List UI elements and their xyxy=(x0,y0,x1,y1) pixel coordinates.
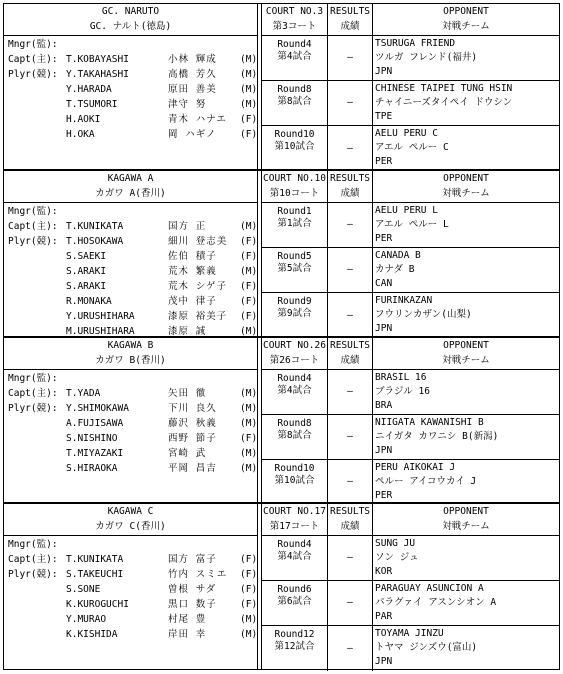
player-name-romaji: S.ARAKI xyxy=(66,266,107,277)
player-name-japanese: 矢田 徹 xyxy=(168,388,207,399)
player-name-romaji: S.ARAKI xyxy=(66,281,107,292)
player-name-japanese: 荒木 シゲ子 xyxy=(168,281,228,292)
opponent-name-en: TOYAMA JINZU xyxy=(375,628,444,639)
team-name-en: KAGAWA B xyxy=(107,340,154,351)
player-name-romaji: S.TAKEUCHI xyxy=(66,569,124,580)
player-name-romaji: A.FUJISAWA xyxy=(66,418,124,429)
player-row xyxy=(8,431,256,446)
game-label: 第10試合 xyxy=(274,141,315,152)
opponent-name-en: PERU AIKOKAI J xyxy=(375,462,456,473)
player-role: Mngr(監): xyxy=(8,373,58,384)
opponent-cell xyxy=(375,248,557,293)
player-name-japanese: 西野 節子 xyxy=(168,433,217,444)
player-name-japanese: 佐伯 積子 xyxy=(168,251,217,262)
player-row xyxy=(8,219,256,234)
result-value: — xyxy=(347,552,353,563)
opponent-header xyxy=(373,338,559,370)
player-name-romaji: K.KISHIDA xyxy=(66,629,118,640)
player-row xyxy=(8,279,256,294)
player-row xyxy=(8,37,256,52)
team-name-en: KAGAWA C xyxy=(107,506,154,517)
match-round xyxy=(262,248,328,292)
player-name-japanese: 平岡 昌吉 xyxy=(168,463,217,474)
round-label: Round1 xyxy=(277,206,312,217)
player-row xyxy=(8,461,256,476)
round-label: Round9 xyxy=(277,296,312,307)
opponent-country: CAN xyxy=(375,278,393,289)
player-sex: (M) xyxy=(240,418,258,429)
match-result xyxy=(328,581,373,625)
player-name-romaji: S.HIRAOKA xyxy=(66,463,118,474)
match-row xyxy=(262,126,559,171)
match-round xyxy=(262,36,328,80)
match-result xyxy=(328,203,373,247)
match-round xyxy=(262,293,328,338)
opponent-country: JPN xyxy=(375,323,393,334)
player-name-japanese: 津守 努 xyxy=(168,99,207,110)
match-row xyxy=(262,415,559,460)
player-name-japanese: 下川 良久 xyxy=(168,403,217,414)
court-number-jp: 第10コート xyxy=(269,188,320,199)
results-label-jp: 成績 xyxy=(340,188,360,199)
game-label: 第4試合 xyxy=(277,551,312,562)
player-row xyxy=(8,446,256,461)
player-role: Capt(主): xyxy=(8,554,58,565)
opponent-name-jp: フウリンカザン(山梨) xyxy=(375,309,472,320)
player-name-japanese: 曽根 サダ xyxy=(168,584,217,595)
match-round xyxy=(262,581,328,625)
opponent-label-jp: 対戦チーム xyxy=(442,521,490,532)
round-label: Round12 xyxy=(274,629,315,640)
player-sex: (M) xyxy=(240,99,258,110)
round-label: Round10 xyxy=(274,129,315,140)
player-sex: (F) xyxy=(240,114,258,125)
opponent-country: PER xyxy=(375,490,393,501)
player-name-japanese: 黒口 数子 xyxy=(168,599,217,610)
results-label-jp: 成績 xyxy=(340,521,360,532)
round-label: Round4 xyxy=(277,539,312,550)
match-result xyxy=(328,626,373,671)
round-label: Round10 xyxy=(274,463,315,474)
game-label: 第8試合 xyxy=(277,96,312,107)
player-row xyxy=(8,567,256,582)
team-name-jp: GC. ナルト(徳島) xyxy=(89,21,172,32)
match-round xyxy=(262,203,328,247)
result-value: — xyxy=(347,52,353,63)
opponent-country: KOR xyxy=(375,566,393,577)
match-result xyxy=(328,370,373,414)
match-row xyxy=(262,581,559,626)
opponent-label-jp: 対戦チーム xyxy=(442,21,490,32)
team-name-en: GC. NARUTO xyxy=(101,6,160,17)
result-value: — xyxy=(347,597,353,608)
match-result xyxy=(328,36,373,80)
match-round xyxy=(262,536,328,580)
results-header xyxy=(328,504,373,536)
player-sex: (M) xyxy=(240,463,258,474)
player-name-japanese: 国方 富子 xyxy=(168,554,217,565)
opponent-header xyxy=(373,504,559,536)
player-sex: (F) xyxy=(240,599,258,610)
player-sex: (F) xyxy=(240,569,258,580)
round-label: Round5 xyxy=(277,251,312,262)
opponent-name-en: AELU PERU L xyxy=(375,205,438,216)
opponent-cell xyxy=(375,126,557,172)
player-name-japanese: 村尾 豊 xyxy=(168,614,207,625)
results-label: RESULTS xyxy=(329,6,371,17)
player-name-romaji: T.HOSOKAWA xyxy=(66,236,124,247)
court-header xyxy=(262,4,328,36)
result-value: — xyxy=(347,431,353,442)
result-value: — xyxy=(347,386,353,397)
result-value: — xyxy=(347,219,353,230)
match-round xyxy=(262,81,328,125)
player-name-romaji: T.KUNIKATA xyxy=(66,554,124,565)
player-name-romaji: T.MIYAZAKI xyxy=(66,448,124,459)
team-header xyxy=(4,4,257,36)
opponent-name-en: BRASIL 16 xyxy=(375,372,427,383)
player-row xyxy=(8,249,256,264)
match-row xyxy=(262,203,559,248)
result-value: — xyxy=(347,264,353,275)
player-row xyxy=(8,597,256,612)
player-sex: (M) xyxy=(240,84,258,95)
player-name-romaji: S.SONE xyxy=(66,584,101,595)
opponent-cell xyxy=(375,536,557,581)
opponent-cell xyxy=(375,36,557,81)
opponent-name-jp: パラグァイ アスンシオン A xyxy=(375,597,497,608)
player-sex: (F) xyxy=(240,433,258,444)
match-row xyxy=(262,81,559,126)
player-sex: (M) xyxy=(240,448,258,459)
player-row xyxy=(8,552,256,567)
player-name-japanese: 岡 ハギノ xyxy=(168,129,217,140)
player-sex: (M) xyxy=(240,614,258,625)
opponent-label: OPPONENT xyxy=(443,340,489,351)
opponent-name-en: CANADA B xyxy=(375,250,421,261)
court-header xyxy=(262,504,328,536)
player-row xyxy=(8,97,256,112)
round-label: Round8 xyxy=(277,418,312,429)
player-name-japanese: 宮崎 武 xyxy=(168,448,207,459)
result-value: — xyxy=(347,142,353,154)
match-result xyxy=(328,81,373,125)
game-label: 第1試合 xyxy=(277,218,312,229)
player-sex: (M) xyxy=(240,266,258,277)
match-row xyxy=(262,626,559,671)
opponent-cell xyxy=(375,293,557,339)
opponent-name-en: PARAGUAY ASUNCION A xyxy=(375,583,484,594)
result-value: — xyxy=(347,476,353,487)
player-name-romaji: Y.TAKAHASHI xyxy=(66,69,129,80)
player-role: Capt(主): xyxy=(8,221,58,232)
player-name-japanese: 荒木 繁義 xyxy=(168,266,217,277)
match-row xyxy=(262,293,559,338)
opponent-country: PER xyxy=(375,233,393,244)
court-number-jp: 第3コート xyxy=(272,21,317,32)
player-row xyxy=(8,371,256,386)
player-name-japanese: 漆原 裕美子 xyxy=(168,311,228,322)
opponent-country: JPN xyxy=(375,66,393,77)
opponent-header xyxy=(373,4,559,36)
match-round xyxy=(262,415,328,459)
result-value: — xyxy=(347,309,353,321)
opponent-label: OPPONENT xyxy=(443,506,489,517)
player-name-romaji: Y.SHIMOKAWA xyxy=(66,403,129,414)
opponent-cell xyxy=(375,370,557,415)
court-number: COURT NO.10 xyxy=(263,173,326,184)
team-name-jp: カガワ C(香川) xyxy=(95,521,166,532)
player-row xyxy=(8,264,256,279)
team-block xyxy=(3,170,560,337)
opponent-country: JPN xyxy=(375,445,393,456)
opponent-name-jp: トヤマ ジンズウ(富山) xyxy=(375,642,478,653)
opponent-cell xyxy=(375,626,557,672)
result-value: — xyxy=(347,642,353,654)
player-sex: (F) xyxy=(240,236,258,247)
player-sex: (M) xyxy=(240,629,258,640)
match-result xyxy=(328,415,373,459)
player-name-romaji: S.NISHINO xyxy=(66,433,118,444)
round-label: Round4 xyxy=(277,373,312,384)
match-round xyxy=(262,460,328,504)
match-round xyxy=(262,626,328,671)
player-name-japanese: 細川 登志美 xyxy=(168,236,228,247)
player-name-romaji: T.KOBAYASHI xyxy=(66,54,129,65)
player-name-japanese: 漆原 誠 xyxy=(168,326,207,337)
match-row xyxy=(262,248,559,293)
player-name-japanese: 岸田 幸 xyxy=(168,629,207,640)
opponent-country: BRA xyxy=(375,400,393,411)
player-role: Plyr(競): xyxy=(8,403,58,414)
match-row xyxy=(262,370,559,415)
opponent-name-jp: アエル ペルー C xyxy=(375,142,449,153)
team-roster xyxy=(4,338,258,502)
opponent-cell xyxy=(375,415,557,460)
player-name-romaji: T.TSUMORI xyxy=(66,99,118,110)
player-row xyxy=(8,67,256,82)
player-role: Plyr(競): xyxy=(8,569,58,580)
court-header xyxy=(262,338,328,370)
results-label: RESULTS xyxy=(329,173,371,184)
player-sex: (M) xyxy=(240,221,258,232)
player-row xyxy=(8,52,256,67)
player-row xyxy=(8,401,256,416)
opponent-cell xyxy=(375,460,557,505)
player-name-romaji: T.YADA xyxy=(66,388,101,399)
player-sex: (F) xyxy=(240,251,258,262)
team-block xyxy=(3,3,560,170)
player-row xyxy=(8,537,256,552)
player-sex: (F) xyxy=(240,554,258,565)
player-sex: (F) xyxy=(240,281,258,292)
player-sex: (M) xyxy=(240,388,258,399)
results-header xyxy=(328,4,373,36)
player-sex: (M) xyxy=(240,326,258,337)
match-round xyxy=(262,370,328,414)
player-sex: (M) xyxy=(240,54,258,65)
game-label: 第10試合 xyxy=(274,475,315,486)
court-number-jp: 第26コート xyxy=(269,355,320,366)
player-name-romaji: K.KUROGUCHI xyxy=(66,599,129,610)
player-row xyxy=(8,309,256,324)
court-header xyxy=(262,171,328,203)
player-row xyxy=(8,112,256,127)
player-role: Mngr(監): xyxy=(8,206,58,217)
opponent-label: OPPONENT xyxy=(443,6,489,17)
opponent-name-jp: カナダ B xyxy=(375,264,415,275)
player-name-japanese: 茂中 律子 xyxy=(168,296,217,307)
player-row xyxy=(8,82,256,97)
player-name-japanese: 原田 善美 xyxy=(168,84,217,95)
match-row xyxy=(262,36,559,81)
match-result xyxy=(328,293,373,338)
player-row xyxy=(8,127,256,142)
opponent-name-en: FURINKAZAN xyxy=(375,295,433,306)
schedule-sheet xyxy=(3,3,560,670)
round-label: Round6 xyxy=(277,584,312,595)
results-label-jp: 成績 xyxy=(340,21,360,32)
player-row xyxy=(8,612,256,627)
player-name-japanese: 藤沢 秋義 xyxy=(168,418,217,429)
player-name-romaji: Y.MURAO xyxy=(66,614,107,625)
opponent-country: PAR xyxy=(375,611,393,622)
opponent-name-jp: ニイガタ カワニシ B(新潟) xyxy=(375,431,499,442)
player-name-romaji: H.AOKI xyxy=(66,114,101,125)
opponent-name-en: SUNG JU xyxy=(375,538,416,549)
player-name-japanese: 竹内 スミエ xyxy=(168,569,228,580)
team-header xyxy=(4,504,257,536)
opponent-name-en: NIIGATA KAWANISHI B xyxy=(375,417,484,428)
team-name-jp: カガワ B(香川) xyxy=(95,355,166,366)
opponent-label-jp: 対戦チーム xyxy=(442,188,490,199)
match-row xyxy=(262,460,559,504)
team-header xyxy=(4,338,257,370)
opponent-name-jp: ブラジル 16 xyxy=(375,386,430,397)
game-label: 第4試合 xyxy=(277,51,312,62)
player-name-romaji: H.OKA xyxy=(66,129,95,140)
results-label: RESULTS xyxy=(329,340,371,351)
round-label: Round8 xyxy=(277,84,312,95)
player-name-japanese: 国方 正 xyxy=(168,221,207,232)
team-roster xyxy=(4,504,258,669)
opponent-name-jp: ソン ジュ xyxy=(375,552,419,563)
team-roster xyxy=(4,4,258,169)
team-roster xyxy=(4,171,258,336)
player-sex: (M) xyxy=(240,403,258,414)
results-header xyxy=(328,338,373,370)
match-round xyxy=(262,126,328,171)
player-role: Plyr(競): xyxy=(8,69,58,80)
player-row xyxy=(8,627,256,642)
court-number: COURT NO.17 xyxy=(263,506,326,517)
player-role: Plyr(競): xyxy=(8,236,58,247)
match-result xyxy=(328,460,373,504)
match-result xyxy=(328,126,373,171)
player-sex: (F) xyxy=(240,129,258,140)
result-value: — xyxy=(347,97,353,108)
match-result xyxy=(328,536,373,580)
opponent-header xyxy=(373,171,559,203)
player-row xyxy=(8,234,256,249)
opponent-name-jp: ペルー アイコウカイ J xyxy=(375,476,477,487)
opponent-name-jp: チャイニーズタイペイ ドウシン xyxy=(375,97,513,108)
results-label: RESULTS xyxy=(329,506,371,517)
court-number: COURT NO.3 xyxy=(265,6,324,17)
team-name-en: KAGAWA A xyxy=(107,173,154,184)
player-row xyxy=(8,204,256,219)
opponent-label: OPPONENT xyxy=(443,173,489,184)
round-label: Round4 xyxy=(277,39,312,50)
player-name-romaji: R.MONAKA xyxy=(66,296,112,307)
court-number: COURT NO.26 xyxy=(263,340,326,351)
match-row xyxy=(262,536,559,581)
opponent-name-en: AELU PERU C xyxy=(375,128,438,139)
player-name-romaji: Y.URUSHIHARA xyxy=(66,311,135,322)
opponent-name-en: TSURUGA FRIEND xyxy=(375,38,456,49)
opponent-name-en: CHINESE TAIPEI TUNG HSIN xyxy=(375,83,513,94)
player-row xyxy=(8,386,256,401)
opponent-cell xyxy=(375,581,557,626)
player-row xyxy=(8,416,256,431)
game-label: 第6試合 xyxy=(277,596,312,607)
opponent-name-jp: アエル ペルー L xyxy=(375,219,449,230)
player-name-japanese: 高橋 芳久 xyxy=(168,69,217,80)
game-label: 第8試合 xyxy=(277,430,312,441)
opponent-country: PER xyxy=(375,156,393,167)
player-name-romaji: S.SAEKI xyxy=(66,251,107,262)
player-name-romaji: T.KUNIKATA xyxy=(66,221,124,232)
player-role: Mngr(監): xyxy=(8,539,58,550)
team-header xyxy=(4,171,257,203)
player-role: Capt(主): xyxy=(8,388,58,399)
team-block xyxy=(3,337,560,503)
game-label: 第4試合 xyxy=(277,385,312,396)
game-label: 第12試合 xyxy=(274,641,315,652)
opponent-label-jp: 対戦チーム xyxy=(442,355,490,366)
team-name-jp: カガワ A(香川) xyxy=(95,188,166,199)
player-row xyxy=(8,582,256,597)
player-row xyxy=(8,294,256,309)
match-result xyxy=(328,248,373,292)
player-name-japanese: 小林 輝成 xyxy=(168,54,217,65)
player-sex: (F) xyxy=(240,296,258,307)
player-name-romaji: M.URUSHIHARA xyxy=(66,326,135,337)
opponent-cell xyxy=(375,203,557,248)
results-header xyxy=(328,171,373,203)
player-sex: (M) xyxy=(240,69,258,80)
opponent-cell xyxy=(375,81,557,126)
court-number-jp: 第17コート xyxy=(269,521,320,532)
opponent-name-jp: ツルガ フレンド(福井) xyxy=(375,52,478,63)
results-label-jp: 成績 xyxy=(340,355,360,366)
opponent-country: JPN xyxy=(375,656,393,667)
game-label: 第9試合 xyxy=(277,308,312,319)
player-sex: (F) xyxy=(240,311,258,322)
player-role: Mngr(監): xyxy=(8,39,58,50)
opponent-country: TPE xyxy=(375,111,393,122)
player-name-japanese: 青木 ハナエ xyxy=(168,114,227,125)
player-name-romaji: Y.HARADA xyxy=(66,84,112,95)
game-label: 第5試合 xyxy=(277,263,312,274)
player-role: Capt(主): xyxy=(8,54,58,65)
player-sex: (F) xyxy=(240,584,258,595)
team-block xyxy=(3,503,560,670)
